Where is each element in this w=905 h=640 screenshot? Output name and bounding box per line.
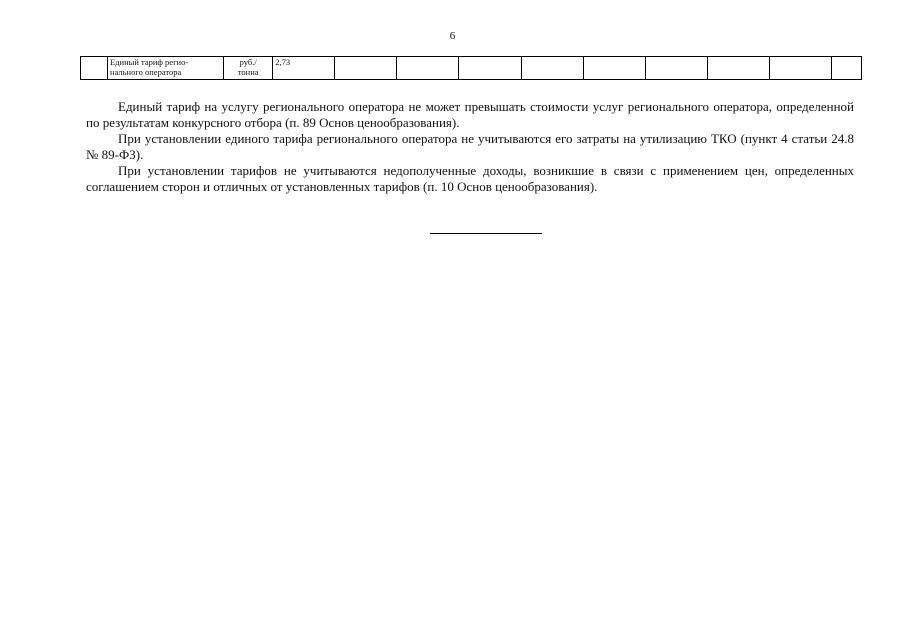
table-cell-empty bbox=[707, 57, 769, 80]
table-cell-empty bbox=[645, 57, 707, 80]
tariff-name-line-2: нального оператора bbox=[110, 67, 182, 77]
table-cell-empty bbox=[397, 57, 459, 80]
table-cell-empty bbox=[583, 57, 645, 80]
table-cell-empty bbox=[831, 57, 861, 80]
unit-line-1: руб./ bbox=[239, 57, 257, 67]
unit-line-2: тонна bbox=[237, 67, 259, 77]
table-row bbox=[81, 57, 862, 80]
table-cell-empty bbox=[769, 57, 831, 80]
table-cell-empty bbox=[459, 57, 521, 80]
paragraph-tko-costs: При установлении единого тарифа регионального оператора не учитываются его затраты на утилизацию ТКО (пункт 4 статьи 24.8 № 89-ФЗ). bbox=[86, 131, 854, 162]
table-cell-tariff-name bbox=[108, 57, 224, 80]
table-cell-empty bbox=[81, 57, 108, 80]
table-cell-unit bbox=[224, 57, 273, 80]
end-rule bbox=[430, 233, 542, 234]
paragraph-max-tariff: Единый тариф на услугу регионального оператора не может превышать стоимости услуг регионального оператора, определенной по результатам конкурсного отбора (п. 89 Основ ценообразования). bbox=[86, 99, 854, 130]
paragraph-lost-income: При установлении тарифов не учитываются недополученные доходы, возникшие в связи с применением цен, определенных соглашением сторон и отличных от установленных тарифов (п. 10 Основ ценообразования). bbox=[86, 163, 854, 194]
table-cell-empty bbox=[521, 57, 583, 80]
tariff-table bbox=[80, 56, 862, 80]
tariff-name-line-1: Единый тариф регио- bbox=[110, 57, 189, 67]
page-number: 6 bbox=[449, 30, 456, 42]
body-text bbox=[86, 99, 854, 195]
table-cell-value: 2,73 bbox=[273, 57, 335, 80]
table-cell-empty bbox=[335, 57, 397, 80]
